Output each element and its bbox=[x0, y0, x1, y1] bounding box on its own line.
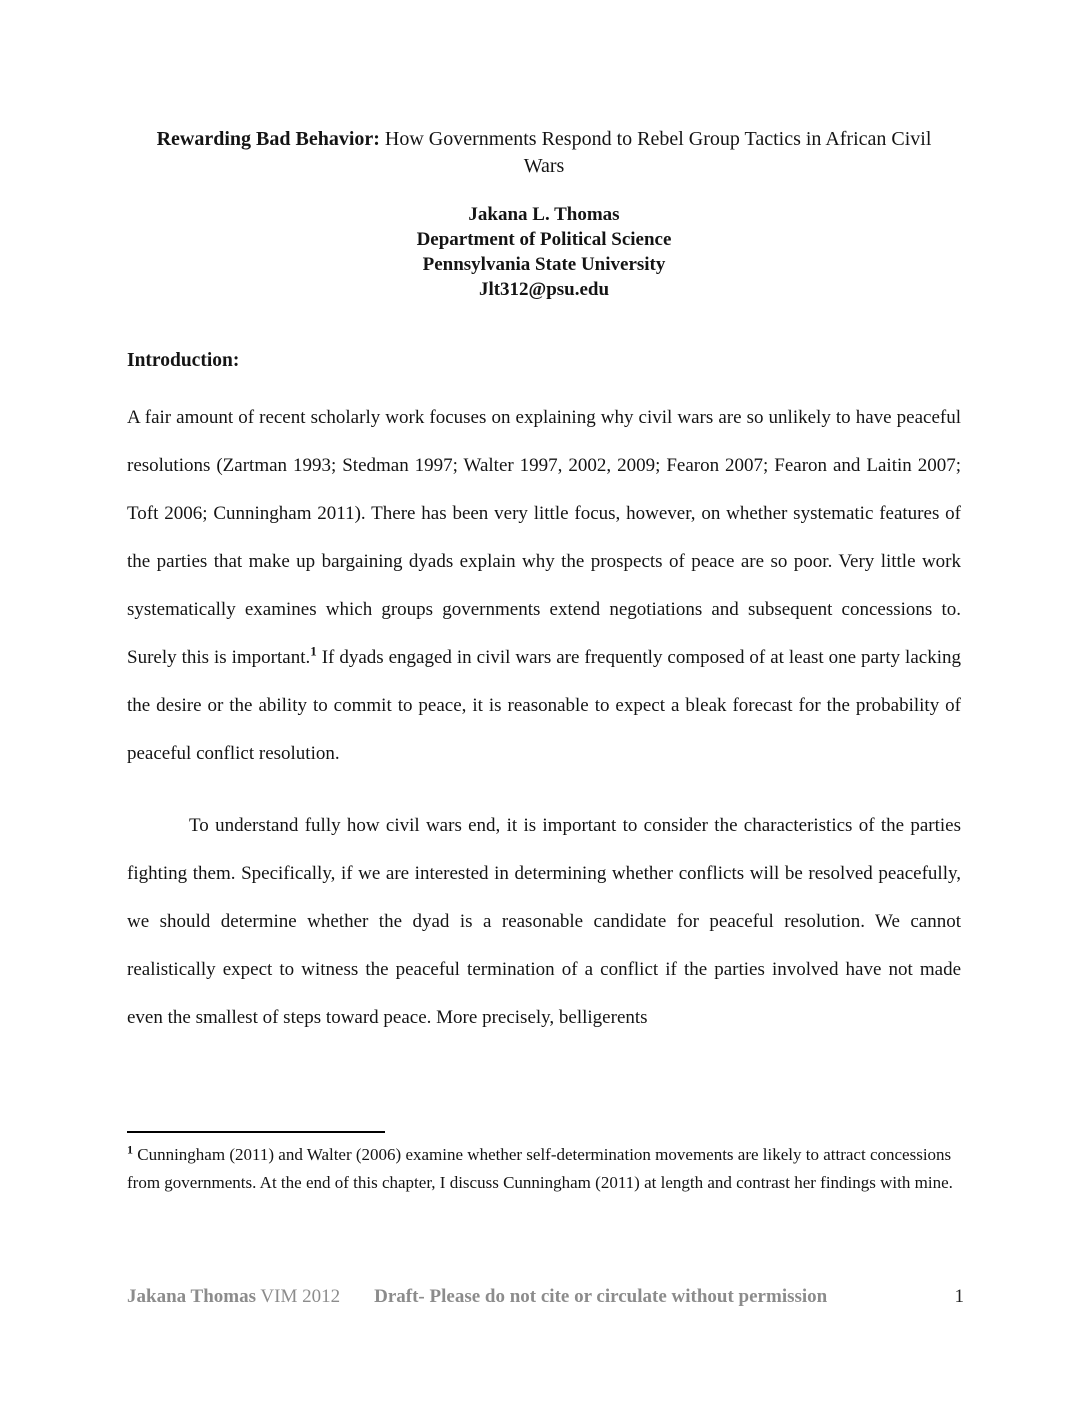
footnote-1-marker: 1 bbox=[127, 1142, 133, 1157]
footnote-1 bbox=[127, 1141, 967, 1196]
footer-author-credit bbox=[127, 1286, 340, 1308]
author-university: Pennsylvania State University bbox=[422, 254, 666, 275]
page-footer bbox=[127, 1286, 964, 1308]
footnote-separator-rule bbox=[127, 1131, 385, 1133]
paragraph-1-text-before-note: A fair amount of recent scholarly work focuses on explaining why civil wars are so unlikely to have peaceful resolutions (Zartman 1993; Stedman 1997; Walter 1997, 2002, 2009; Fearon 2007; Fearon and Laitin 2007; Toft 2006; Cunningham 2011). There has been very little focus, however, on whether systematic features of the parties that make up bargaining dyads explain why the prospects of peace are so poor. Very little work systematically examines which groups governments extend negotiations and subsequent concessions to. Surely this is important. bbox=[127, 407, 961, 668]
paper-title bbox=[144, 126, 944, 180]
footer-author-name: Jakana Thomas bbox=[127, 1286, 257, 1307]
section-heading-introduction: Introduction: bbox=[127, 350, 240, 371]
paragraph-1 bbox=[127, 394, 961, 778]
footer-draft-notice: Draft- Please do not cite or circulate without permission bbox=[374, 1286, 828, 1307]
paragraph-2: To understand fully how civil wars end, it is important to consider the characteristics of the parties fighting them. Specifically, if we are interested in determining whether conflicts will be resolved peacefully, we should determine whether the dyad is a reasonable candidate for peaceful resolution. We cannot realistically expect to witness the peaceful termination of a conflict if the parties involved have not made even the smallest of steps toward peace. More precisely, belligerents bbox=[127, 815, 961, 1028]
author-email: Jlt312@psu.edu bbox=[478, 279, 610, 300]
footer-author-suffix: VIM 2012 bbox=[256, 1286, 341, 1307]
paragraph-1-text-after-note: If dyads engaged in civil wars are frequently composed of at least one party lacking the desire or the ability to commit to peace, it is reasonable to expect a bleak forecast for the probability of peaceful conflict resolution. bbox=[127, 647, 961, 764]
footnote-reference-marker: 1 bbox=[310, 643, 317, 659]
footnote-1-text: Cunningham (2011) and Walter (2006) examine whether self-determination movements are likely to attract concessions from governments. At the end of this chapter, I discuss Cunningham (2011) at length and contrast her findings with mine. bbox=[127, 1145, 953, 1192]
footer-page-number: 1 bbox=[954, 1286, 964, 1307]
author-name: Jakana L. Thomas bbox=[468, 204, 620, 225]
paper-title-bold-part: Rewarding Bad Behavior: bbox=[156, 128, 380, 150]
author-department: Department of Political Science bbox=[416, 229, 672, 250]
paper-title-regular-part: How Governments Respond to Rebel Group Tactics in African Civil Wars bbox=[379, 128, 932, 177]
author-block bbox=[0, 202, 1088, 302]
